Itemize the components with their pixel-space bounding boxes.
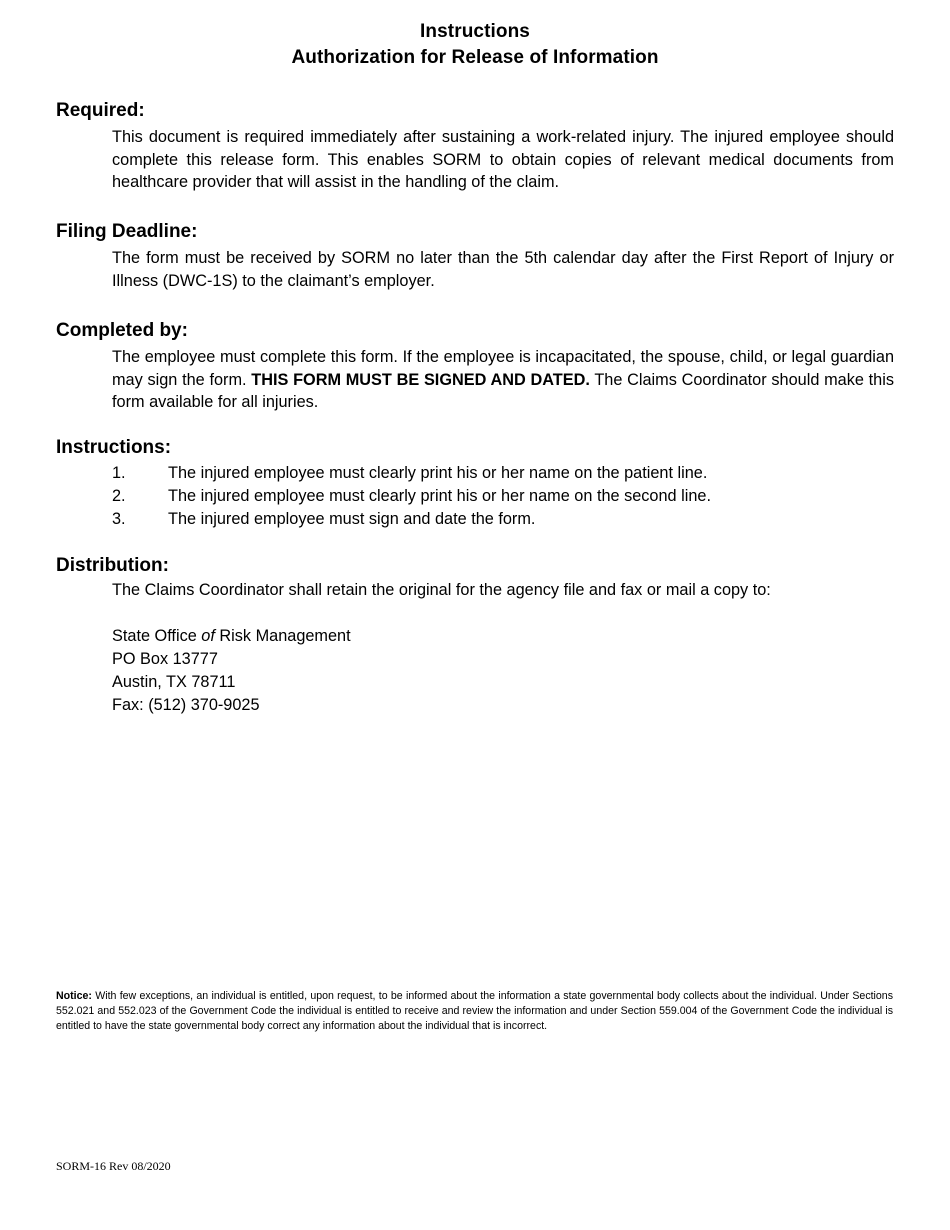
required-text: This document is required immediately after sustaining a work-related injury. The injured employee should complete this release form. This enables SORM to obtain copies of relevant medical documents from healthcare provider that will assist in the handling of the claim.: [112, 128, 894, 192]
address-agency-part1: State Office: [112, 627, 202, 645]
instruction-text: The injured employee must sign and date the form.: [168, 510, 536, 528]
instructions-heading: Instructions:: [56, 437, 172, 458]
document-title-line1: Instructions: [420, 21, 530, 42]
address-line-city: Austin, TX 78711: [112, 673, 236, 691]
notice-text: With few exceptions, an individual is entitled, upon request, to be informed about the information a state governmental body collects about the individual. Under Sections 552.021 and 552.023 of the Government Code the individual is entitled to receive and review the information and under Section 559.004 of the Government Code the individual is entitled to have the state governmental body correct any information about the individual that is incorrect.: [56, 990, 893, 1032]
completed-by-text-before: The employee must complete this form. If the employee is incapacitated, the spouse, child, or legal guardian may sign the form.: [112, 348, 894, 389]
address-line-agency: [112, 627, 351, 646]
instruction-text: The injured employee must clearly print his or her name on the second line.: [168, 487, 711, 505]
privacy-notice: [56, 989, 893, 1034]
form-revision-id: SORM-16 Rev 08/2020: [56, 1159, 171, 1173]
instruction-number: 3.: [112, 510, 126, 528]
required-heading: Required:: [56, 100, 145, 121]
completed-by-text-after: The Claims Coordinator should make this form available for all injuries.: [112, 370, 894, 412]
filing-deadline-text: The form must be received by SORM no later than the 5th calendar day after the First Report of Injury or Illness (DWC-1S) to the claimant’s employer.: [112, 249, 894, 290]
distribution-text: The Claims Coordinator shall retain the original for the agency file and fax or mail a copy to:: [112, 581, 771, 599]
address-agency-italic: of: [201, 627, 215, 645]
instruction-number: 2.: [112, 487, 126, 505]
address-agency-part2: Risk Management: [214, 627, 351, 645]
address-line-pobox: PO Box 13777: [112, 650, 218, 668]
instruction-number: 1.: [112, 464, 126, 482]
filing-deadline-heading: Filing Deadline:: [56, 221, 198, 242]
completed-by-text: [112, 346, 894, 414]
address-line-fax: Fax: (512) 370-9025: [112, 696, 260, 714]
instruction-text: The injured employee must clearly print his or her name on the patient line.: [168, 464, 708, 482]
notice-label: Notice:: [56, 990, 92, 1002]
document-title-line2: Authorization for Release of Information: [291, 47, 659, 68]
completed-by-heading: Completed by:: [56, 320, 188, 341]
signed-dated-warning: THIS FORM MUST BE SIGNED AND DATED.: [251, 370, 590, 389]
distribution-heading: Distribution:: [56, 555, 169, 576]
